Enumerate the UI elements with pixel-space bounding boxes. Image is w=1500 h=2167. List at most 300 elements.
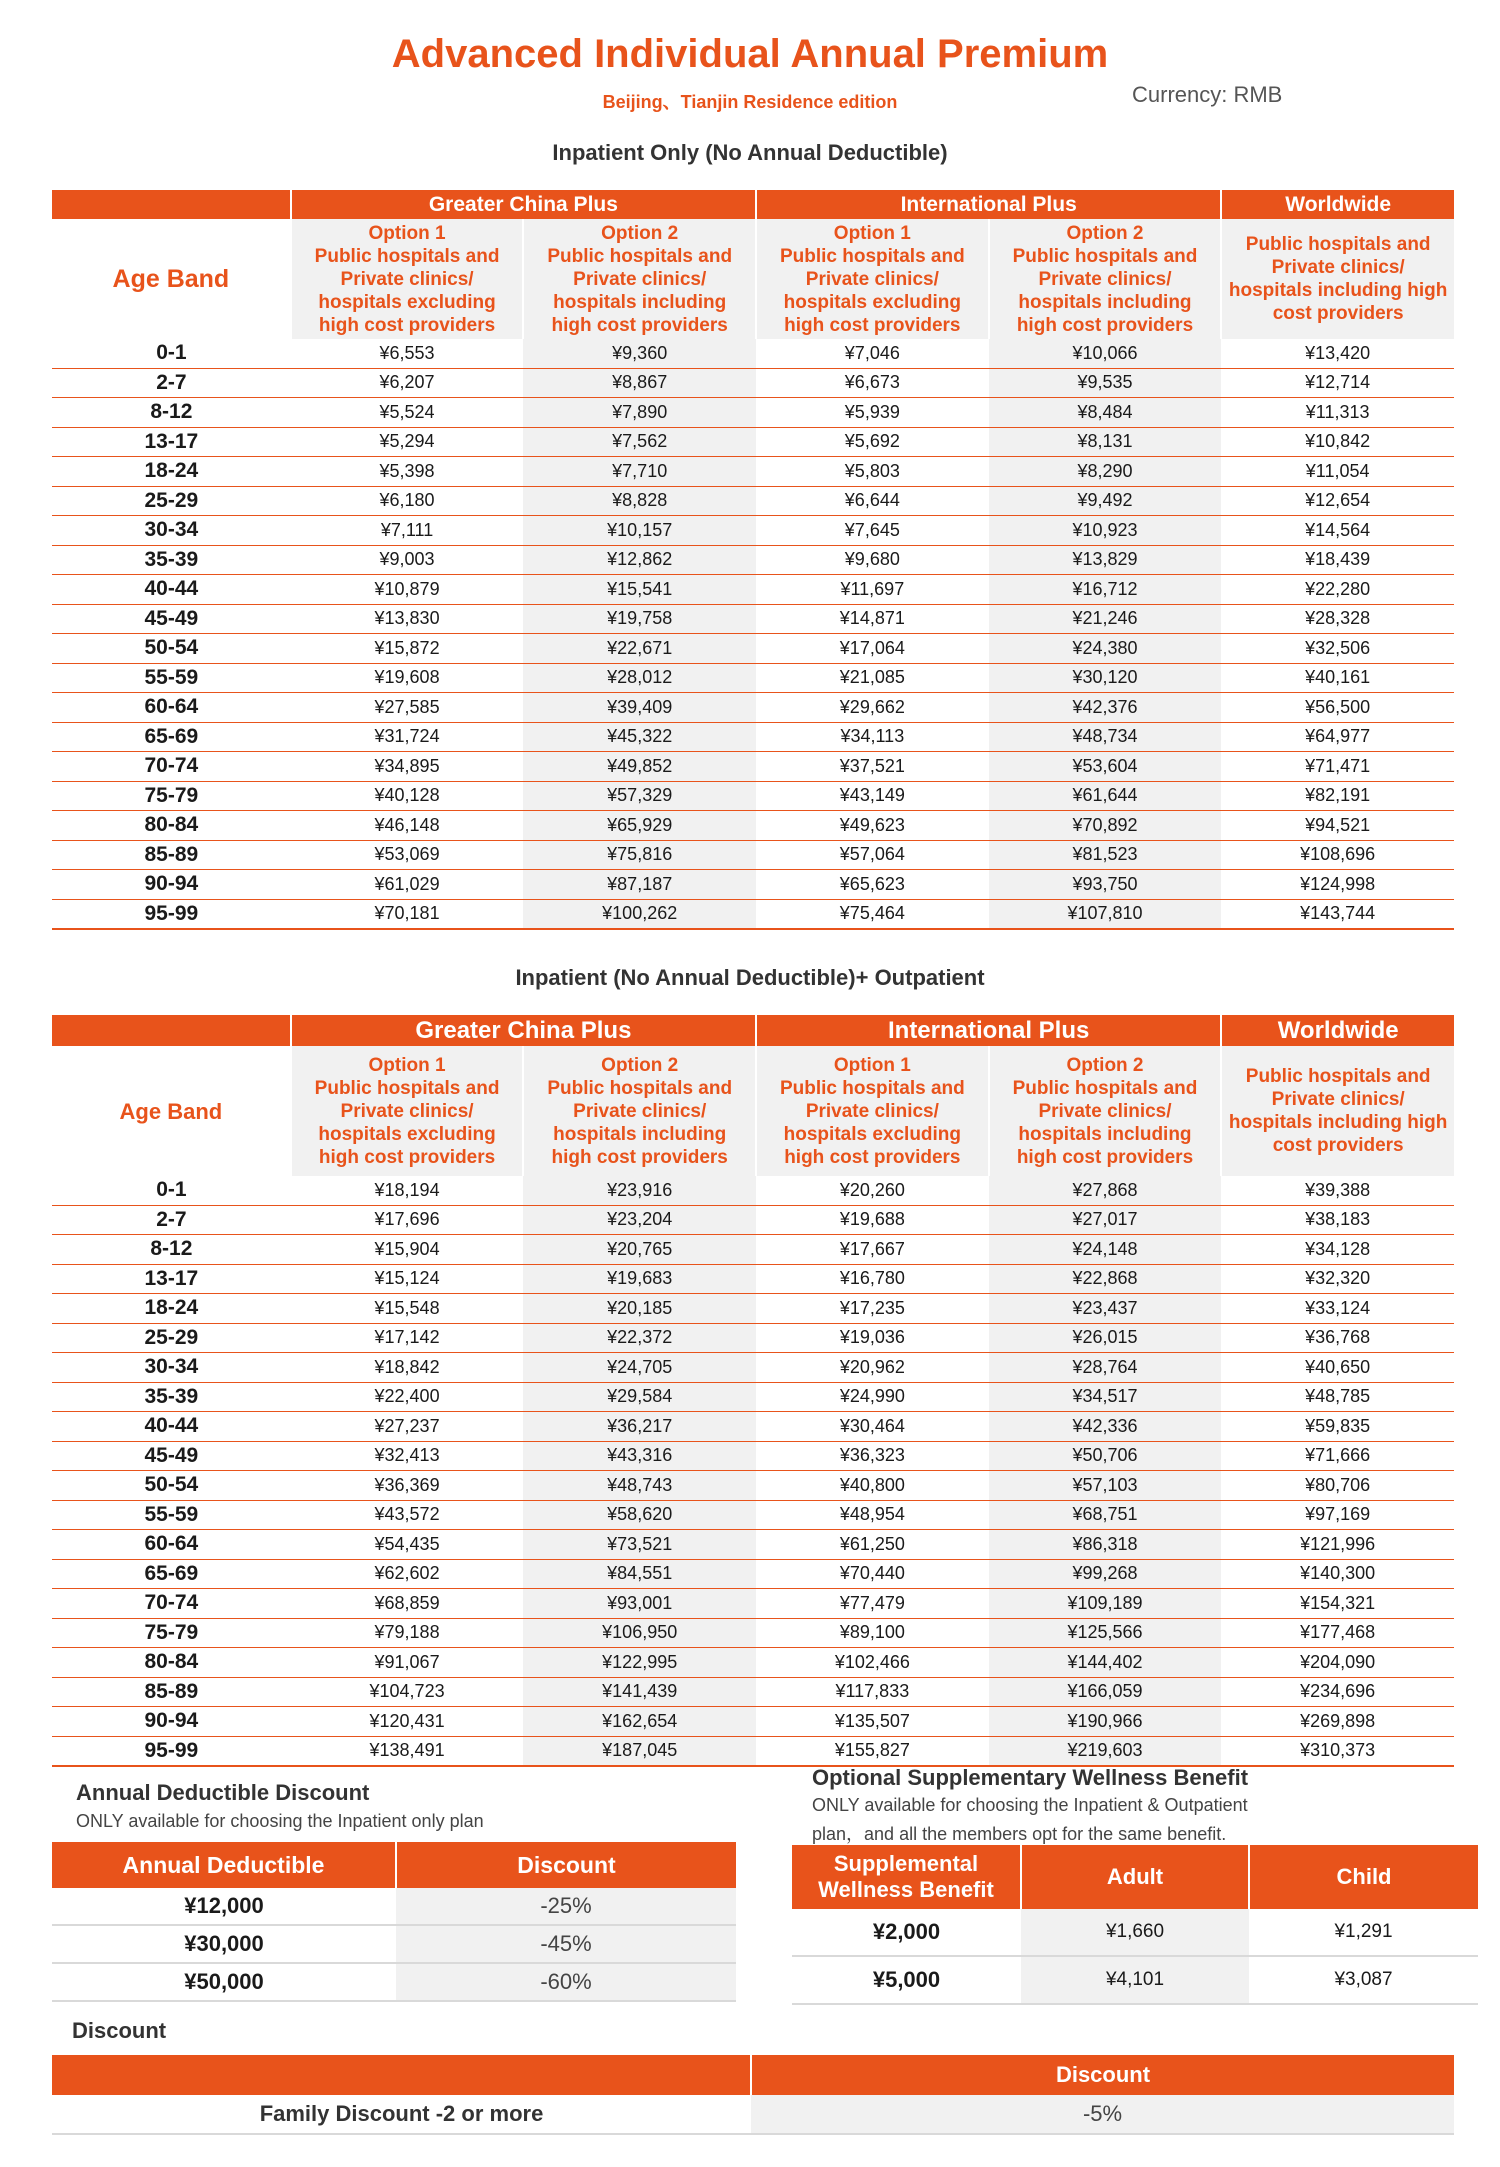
premium-cell: ¥17,235 <box>756 1294 989 1324</box>
table-row <box>52 1382 1454 1412</box>
premium-cell: ¥57,329 <box>523 781 756 811</box>
wellness-benefit-header-line2: Wellness Benefit <box>818 1877 994 1902</box>
option-description-line: Public hospitals and <box>1012 245 1198 267</box>
premium-cell: ¥23,437 <box>989 1294 1222 1324</box>
premium-cell: ¥46,148 <box>291 811 524 841</box>
premium-cell: ¥34,895 <box>291 752 524 782</box>
premium-cell: ¥19,688 <box>756 1205 989 1235</box>
plan-group-header: Greater China Plus <box>291 190 756 219</box>
premium-cell: ¥16,712 <box>989 575 1222 605</box>
premium-cell: ¥10,879 <box>291 575 524 605</box>
premium-cell: ¥19,608 <box>291 663 524 693</box>
table-row <box>52 516 1454 546</box>
premium-cell: ¥15,124 <box>291 1264 524 1294</box>
age-band-cell: 70-74 <box>52 1589 291 1619</box>
wellness-amount: ¥2,000 <box>792 1909 1021 1956</box>
premium-cell: ¥13,830 <box>291 604 524 634</box>
premium-cell: ¥70,440 <box>756 1559 989 1589</box>
age-band-cell: 13-17 <box>52 427 291 457</box>
premium-cell: ¥166,059 <box>989 1677 1222 1707</box>
premium-cell: ¥38,183 <box>1221 1205 1454 1235</box>
premium-cell: ¥20,260 <box>756 1176 989 1205</box>
table-row <box>52 368 1454 398</box>
table-row <box>52 811 1454 841</box>
premium-cell: ¥120,431 <box>291 1707 524 1737</box>
premium-cell: ¥28,328 <box>1221 604 1454 634</box>
premium-cell: ¥48,785 <box>1221 1382 1454 1412</box>
plan-group-header: Worldwide <box>1221 1015 1454 1046</box>
age-band-cell: 30-34 <box>52 516 291 546</box>
premium-cell: ¥56,500 <box>1221 693 1454 723</box>
premium-cell: ¥5,294 <box>291 427 524 457</box>
option-description-line: Private clinics/ <box>340 268 474 290</box>
premium-cell: ¥269,898 <box>1221 1707 1454 1737</box>
family-discount-value: -5% <box>751 2095 1454 2134</box>
premium-cell: ¥94,521 <box>1221 811 1454 841</box>
premium-cell: ¥57,103 <box>989 1471 1222 1501</box>
option-description-line: high cost providers <box>784 314 961 336</box>
option-description-line: Public hospitals and <box>1245 234 1431 255</box>
plan-option-header <box>291 1046 524 1176</box>
option-description-line: hospitals including <box>1018 291 1192 313</box>
table-row <box>792 1909 1478 1956</box>
premium-cell: ¥17,696 <box>291 1205 524 1235</box>
premium-cell: ¥57,064 <box>756 840 989 870</box>
age-band-cell: 13-17 <box>52 1264 291 1294</box>
premium-cell: ¥11,054 <box>1221 457 1454 487</box>
plan-group-header: International Plus <box>756 1015 1221 1046</box>
table-row <box>52 693 1454 723</box>
premium-cell: ¥24,148 <box>989 1235 1222 1265</box>
premium-cell: ¥10,157 <box>523 516 756 546</box>
premium-cell: ¥45,322 <box>523 722 756 752</box>
premium-cell: ¥75,464 <box>756 899 989 929</box>
plan-option-header <box>523 219 756 339</box>
age-band-cell: 95-99 <box>52 1736 291 1766</box>
option-description-line: high cost providers <box>551 1146 728 1168</box>
premium-cell: ¥53,604 <box>989 752 1222 782</box>
table-row <box>52 899 1454 929</box>
wellness-amount: ¥5,000 <box>792 1956 1021 2004</box>
option-description-line: Private clinics/ <box>573 268 707 290</box>
premium-cell: ¥10,066 <box>989 339 1222 368</box>
table-row <box>52 634 1454 664</box>
age-band-cell: 55-59 <box>52 663 291 693</box>
wellness-adult-price: ¥1,660 <box>1021 1909 1249 1956</box>
premium-cell: ¥8,131 <box>989 427 1222 457</box>
premium-cell: ¥54,435 <box>291 1530 524 1560</box>
table-row <box>52 1559 1454 1589</box>
premium-cell: ¥124,998 <box>1221 870 1454 900</box>
premium-cell: ¥138,491 <box>291 1736 524 1766</box>
premium-cell: ¥73,521 <box>523 1530 756 1560</box>
option-description-line: cost providers <box>1272 303 1404 324</box>
table-row <box>52 1264 1454 1294</box>
table-row <box>52 1294 1454 1324</box>
option-description-line: Public hospitals and <box>1245 1066 1431 1087</box>
premium-cell: ¥33,124 <box>1221 1294 1454 1324</box>
premium-cell: ¥5,524 <box>291 398 524 428</box>
premium-cell: ¥310,373 <box>1221 1736 1454 1766</box>
option-description-line: hospitals including <box>553 1123 727 1145</box>
premium-cell: ¥26,015 <box>989 1323 1222 1353</box>
adult-col-header: Adult <box>1021 1845 1249 1909</box>
age-band-cell: 0-1 <box>52 339 291 368</box>
premium-cell: ¥8,828 <box>523 486 756 516</box>
premium-cell: ¥79,188 <box>291 1618 524 1648</box>
premium-cell: ¥65,623 <box>756 870 989 900</box>
table-row <box>52 1471 1454 1501</box>
premium-cell: ¥64,977 <box>1221 722 1454 752</box>
family-discount-table <box>52 2055 1454 2135</box>
premium-cell: ¥117,833 <box>756 1677 989 1707</box>
table-row <box>52 870 1454 900</box>
plan-option-header <box>989 219 1222 339</box>
deductible-col-header: Annual Deductible <box>52 1842 396 1888</box>
age-band-cell: 8-12 <box>52 1235 291 1265</box>
option-description-line: Public hospitals and <box>779 245 965 267</box>
premium-cell: ¥70,892 <box>989 811 1222 841</box>
currency-label: Currency: RMB <box>1132 82 1283 107</box>
premium-cell: ¥32,320 <box>1221 1264 1454 1294</box>
premium-cell: ¥15,548 <box>291 1294 524 1324</box>
age-band-cell: 90-94 <box>52 870 291 900</box>
premium-cell: ¥22,671 <box>523 634 756 664</box>
premium-cell: ¥31,724 <box>291 722 524 752</box>
age-band-cell: 35-39 <box>52 1382 291 1412</box>
premium-cell: ¥28,764 <box>989 1353 1222 1383</box>
option-label: Option 2 <box>601 222 679 244</box>
table-row <box>52 781 1454 811</box>
table-row <box>52 1707 1454 1737</box>
age-band-cell: 45-49 <box>52 1441 291 1471</box>
premium-cell: ¥20,185 <box>523 1294 756 1324</box>
option-description-line: Public hospitals and <box>547 1077 733 1099</box>
premium-cell: ¥219,603 <box>989 1736 1222 1766</box>
wellness-table <box>792 1845 1478 2005</box>
age-band-cell: 80-84 <box>52 1648 291 1678</box>
premium-cell: ¥9,360 <box>523 339 756 368</box>
option-description-line: Private clinics/ <box>340 1100 474 1122</box>
table-row <box>52 1353 1454 1383</box>
premium-cell: ¥32,506 <box>1221 634 1454 664</box>
premium-cell: ¥12,862 <box>523 545 756 575</box>
premium-cell: ¥9,535 <box>989 368 1222 398</box>
premium-cell: ¥234,696 <box>1221 1677 1454 1707</box>
premium-cell: ¥48,734 <box>989 722 1222 752</box>
plan-option-header-row <box>52 1046 1454 1176</box>
premium-cell: ¥24,990 <box>756 1382 989 1412</box>
premium-cell: ¥12,714 <box>1221 368 1454 398</box>
premium-cell: ¥18,194 <box>291 1176 524 1205</box>
premium-cell: ¥10,923 <box>989 516 1222 546</box>
premium-cell: ¥7,710 <box>523 457 756 487</box>
premium-cell: ¥15,904 <box>291 1235 524 1265</box>
age-band-cell: 45-49 <box>52 604 291 634</box>
premium-cell: ¥109,189 <box>989 1589 1222 1619</box>
premium-cell: ¥36,217 <box>523 1412 756 1442</box>
table-row <box>52 1412 1454 1442</box>
plan-group-header-row <box>52 190 1454 219</box>
premium-cell: ¥39,409 <box>523 693 756 723</box>
premium-cell: ¥12,654 <box>1221 486 1454 516</box>
age-band-cell: 30-34 <box>52 1353 291 1383</box>
premium-cell: ¥19,758 <box>523 604 756 634</box>
discount-col-header: Discount <box>751 2055 1454 2095</box>
table-row <box>52 1441 1454 1471</box>
plan-option-header <box>291 219 524 339</box>
family-discount-label: Family Discount -2 or more <box>52 2095 751 2134</box>
premium-cell: ¥22,280 <box>1221 575 1454 605</box>
age-band-cell: 40-44 <box>52 575 291 605</box>
premium-cell: ¥10,842 <box>1221 427 1454 457</box>
premium-cell: ¥204,090 <box>1221 1648 1454 1678</box>
age-band-cell: 18-24 <box>52 457 291 487</box>
table-row <box>52 722 1454 752</box>
deductible-discount: -25% <box>396 1888 736 1925</box>
table-row <box>52 2095 1454 2134</box>
table-row <box>52 427 1454 457</box>
table-row <box>52 1648 1454 1678</box>
age-band-cell: 8-12 <box>52 398 291 428</box>
premium-cell: ¥13,829 <box>989 545 1222 575</box>
premium-cell: ¥121,996 <box>1221 1530 1454 1560</box>
premium-cell: ¥34,128 <box>1221 1235 1454 1265</box>
premium-cell: ¥7,046 <box>756 339 989 368</box>
premium-cell: ¥5,939 <box>756 398 989 428</box>
age-band-cell: 50-54 <box>52 1471 291 1501</box>
premium-cell: ¥24,380 <box>989 634 1222 664</box>
premium-cell: ¥8,290 <box>989 457 1222 487</box>
table-row <box>52 1925 736 1963</box>
table-row <box>52 1235 1454 1265</box>
table-row <box>52 840 1454 870</box>
premium-cell: ¥11,697 <box>756 575 989 605</box>
premium-cell: ¥17,064 <box>756 634 989 664</box>
premium-cell: ¥190,966 <box>989 1707 1222 1737</box>
premium-cell: ¥65,929 <box>523 811 756 841</box>
age-band-cell: 60-64 <box>52 1530 291 1560</box>
premium-cell: ¥62,602 <box>291 1559 524 1589</box>
premium-cell: ¥144,402 <box>989 1648 1222 1678</box>
premium-cell: ¥6,207 <box>291 368 524 398</box>
age-band-cell: 80-84 <box>52 811 291 841</box>
premium-cell: ¥155,827 <box>756 1736 989 1766</box>
premium-cell: ¥7,562 <box>523 427 756 457</box>
premium-cell: ¥9,492 <box>989 486 1222 516</box>
premium-cell: ¥39,388 <box>1221 1176 1454 1205</box>
premium-cell: ¥42,336 <box>989 1412 1222 1442</box>
deductible-table <box>52 1842 736 2002</box>
premium-cell: ¥11,313 <box>1221 398 1454 428</box>
premium-cell: ¥29,662 <box>756 693 989 723</box>
premium-cell: ¥59,835 <box>1221 1412 1454 1442</box>
plan-option-header-row <box>52 219 1454 339</box>
premium-cell: ¥7,111 <box>291 516 524 546</box>
premium-cell: ¥68,859 <box>291 1589 524 1619</box>
premium-cell: ¥70,181 <box>291 899 524 929</box>
option-description-line: hospitals excluding <box>783 291 962 313</box>
table-row <box>52 545 1454 575</box>
option-description-line: Private clinics/ <box>1271 257 1405 278</box>
premium-cell: ¥49,623 <box>756 811 989 841</box>
premium-cell: ¥143,744 <box>1221 899 1454 929</box>
premium-cell: ¥5,398 <box>291 457 524 487</box>
premium-cell: ¥27,237 <box>291 1412 524 1442</box>
premium-cell: ¥17,667 <box>756 1235 989 1265</box>
option-description-line: Private clinics/ <box>1038 268 1172 290</box>
premium-cell: ¥18,842 <box>291 1353 524 1383</box>
plan-group-header: Worldwide <box>1221 190 1454 219</box>
age-band-cell: 65-69 <box>52 722 291 752</box>
premium-cell: ¥40,800 <box>756 1471 989 1501</box>
premium-cell: ¥68,751 <box>989 1500 1222 1530</box>
table-row <box>52 1963 736 2001</box>
premium-cell: ¥5,803 <box>756 457 989 487</box>
premium-cell: ¥18,439 <box>1221 545 1454 575</box>
deductible-amount: ¥12,000 <box>52 1888 396 1925</box>
table-row <box>52 457 1454 487</box>
age-band-cell: 40-44 <box>52 1412 291 1442</box>
premium-cell: ¥99,268 <box>989 1559 1222 1589</box>
premium-cell: ¥86,318 <box>989 1530 1222 1560</box>
premium-cell: ¥49,852 <box>523 752 756 782</box>
premium-cell: ¥6,553 <box>291 339 524 368</box>
table-row <box>52 398 1454 428</box>
premium-cell: ¥6,644 <box>756 486 989 516</box>
premium-cell: ¥93,001 <box>523 1589 756 1619</box>
option-label: Option 2 <box>601 1054 679 1076</box>
wellness-benefit-header-line1: Supplemental <box>833 1851 979 1876</box>
age-band-cell: 90-94 <box>52 1707 291 1737</box>
plan-option-header <box>756 219 989 339</box>
age-band-cell: 60-64 <box>52 693 291 723</box>
option-description-line: Private clinics/ <box>573 1100 707 1122</box>
premium-cell: ¥13,420 <box>1221 339 1454 368</box>
premium-cell: ¥40,161 <box>1221 663 1454 693</box>
premium-cell: ¥97,169 <box>1221 1500 1454 1530</box>
option-label: Option 1 <box>368 222 446 244</box>
discount-col-header: Discount <box>396 1842 736 1888</box>
wellness-child-price: ¥3,087 <box>1249 1956 1478 2004</box>
deductible-note: ONLY available for choosing the Inpatient only plan <box>76 1811 484 1831</box>
table-row <box>52 1618 1454 1648</box>
premium-cell: ¥21,246 <box>989 604 1222 634</box>
premium-cell: ¥30,464 <box>756 1412 989 1442</box>
wellness-note-line2: plan，and all the members opt for the same benefit. <box>812 1824 1227 1844</box>
deductible-title: Annual Deductible Discount <box>76 1780 370 1805</box>
premium-cell: ¥36,768 <box>1221 1323 1454 1353</box>
premium-cell: ¥23,916 <box>523 1176 756 1205</box>
inpatient-section-title: Inpatient Only (No Annual Deductible) <box>552 140 948 165</box>
premium-cell: ¥154,321 <box>1221 1589 1454 1619</box>
premium-cell: ¥34,517 <box>989 1382 1222 1412</box>
premium-cell: ¥81,523 <box>989 840 1222 870</box>
premium-cell: ¥50,706 <box>989 1441 1222 1471</box>
table-row <box>52 1323 1454 1353</box>
premium-cell: ¥82,191 <box>1221 781 1454 811</box>
table-row <box>52 663 1454 693</box>
page-subtitle: Beijing、Tianjin Residence edition <box>602 92 898 112</box>
child-col-header: Child <box>1249 1845 1478 1909</box>
premium-cell: ¥19,683 <box>523 1264 756 1294</box>
age-band-cell: 50-54 <box>52 634 291 664</box>
age-band-cell: 25-29 <box>52 486 291 516</box>
option-description-line: hospitals including <box>1018 1123 1192 1145</box>
plan-option-header <box>1221 219 1454 339</box>
premium-cell: ¥30,120 <box>989 663 1222 693</box>
option-description-line: high cost providers <box>551 314 728 336</box>
premium-cell: ¥43,316 <box>523 1441 756 1471</box>
option-description-line: cost providers <box>1272 1135 1404 1156</box>
page-title: Advanced Individual Annual Premium <box>391 32 1109 76</box>
premium-cell: ¥71,471 <box>1221 752 1454 782</box>
outpatient-section-title: Inpatient (No Annual Deductible)+ Outpatient <box>515 965 985 990</box>
premium-cell: ¥34,113 <box>756 722 989 752</box>
premium-cell: ¥187,045 <box>523 1736 756 1766</box>
premium-cell: ¥162,654 <box>523 1707 756 1737</box>
table-row <box>52 575 1454 605</box>
premium-cell: ¥75,816 <box>523 840 756 870</box>
premium-cell: ¥122,995 <box>523 1648 756 1678</box>
age-band-cell: 55-59 <box>52 1500 291 1530</box>
premium-cell: ¥48,954 <box>756 1500 989 1530</box>
option-description-line: Public hospitals and <box>314 245 500 267</box>
premium-cell: ¥15,872 <box>291 634 524 664</box>
wellness-child-price: ¥1,291 <box>1249 1909 1478 1956</box>
premium-cell: ¥24,705 <box>523 1353 756 1383</box>
premium-cell: ¥177,468 <box>1221 1618 1454 1648</box>
premium-cell: ¥104,723 <box>291 1677 524 1707</box>
premium-cell: ¥100,262 <box>523 899 756 929</box>
option-description-line: Public hospitals and <box>314 1077 500 1099</box>
premium-cell: ¥37,521 <box>756 752 989 782</box>
deductible-amount: ¥30,000 <box>52 1925 396 1963</box>
premium-cell: ¥14,564 <box>1221 516 1454 546</box>
premium-cell: ¥14,871 <box>756 604 989 634</box>
option-description-line: high cost providers <box>318 314 496 336</box>
table-row <box>52 1530 1454 1560</box>
premium-cell: ¥22,372 <box>523 1323 756 1353</box>
option-description-line: Private clinics/ <box>805 268 939 290</box>
premium-cell: ¥19,036 <box>756 1323 989 1353</box>
table-row <box>52 486 1454 516</box>
inpatient-premium-table <box>52 190 1454 930</box>
premium-cell: ¥125,566 <box>989 1618 1222 1648</box>
option-description-line: hospitals including high <box>1228 280 1448 301</box>
table-row <box>52 604 1454 634</box>
age-band-header: Age Band <box>52 1046 291 1176</box>
option-description-line: high cost providers <box>784 1146 961 1168</box>
age-band-cell: 35-39 <box>52 545 291 575</box>
premium-cell: ¥29,584 <box>523 1382 756 1412</box>
premium-cell: ¥141,439 <box>523 1677 756 1707</box>
premium-cell: ¥102,466 <box>756 1648 989 1678</box>
age-band-cell: 95-99 <box>52 899 291 929</box>
premium-cell: ¥106,950 <box>523 1618 756 1648</box>
premium-cell: ¥27,585 <box>291 693 524 723</box>
deductible-discount: -60% <box>396 1963 736 2001</box>
discount-blank-header <box>52 2055 751 2095</box>
plan-option-header <box>1221 1046 1454 1176</box>
option-label: Option 2 <box>1066 222 1144 244</box>
option-description-line: hospitals excluding <box>783 1123 962 1145</box>
plan-option-header <box>523 1046 756 1176</box>
premium-cell: ¥20,962 <box>756 1353 989 1383</box>
premium-cell: ¥71,666 <box>1221 1441 1454 1471</box>
age-band-cell: 65-69 <box>52 1559 291 1589</box>
deductible-discount: -45% <box>396 1925 736 1963</box>
